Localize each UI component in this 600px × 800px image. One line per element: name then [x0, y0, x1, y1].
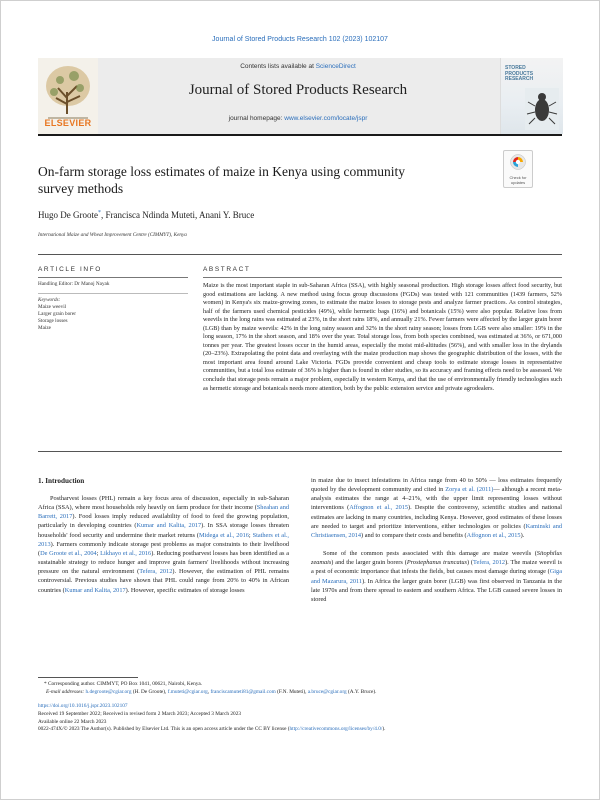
article-info-heading: ARTICLE INFO [38, 266, 102, 273]
intro-paragraph [38, 494, 289, 595]
homepage-prefix: journal homepage: [228, 115, 285, 122]
article-title-line: On-farm storage loss estimates of maize in Kenya using community [38, 164, 406, 179]
contents-prefix: Contents lists available at [240, 63, 316, 70]
paragraph-text: — although a recent meta-analysis estimates the range at 4–21%, with the upper limit representing losses without interventions ( [311, 486, 563, 512]
intro-right-column [311, 476, 562, 604]
citation-link[interactable]: Zorya et al. (2011) [445, 486, 494, 494]
citation-link[interactable]: Kumar and Kalita, 2017 [64, 586, 126, 594]
other-authors: , Francisca Ndinda Muteti, Anani Y. Bruce [101, 210, 255, 220]
cover-title-line: RESEARCH [505, 76, 534, 83]
crossmark-label-line: Check for [509, 175, 527, 180]
paragraph-text: ) ( [466, 559, 474, 567]
homepage-link[interactable]: www.elsevier.com/locate/jspr [284, 115, 368, 122]
license-text: 0022-474X/© 2023 The Author(s). Published by Elsevier Ltd. This is an open access article under the CC BY license ( [38, 726, 290, 733]
email-footnote [38, 688, 562, 696]
license-suffix: ). [382, 726, 386, 733]
abstract-bottom-rule [38, 451, 562, 452]
sciencedirect-link[interactable]: ScienceDirect [315, 63, 356, 70]
crossmark-label-line: updates [510, 179, 526, 185]
citation-link[interactable]: Tefera, 2012 [139, 568, 173, 576]
email-label: E-mail addresses: [46, 689, 85, 695]
citation-link[interactable]: Kumar and Kalita, 2017 [136, 522, 202, 530]
citation-link[interactable]: Sheahan and Barrett, 2017 [38, 504, 289, 521]
license-line [38, 726, 562, 734]
introduction-heading: 1. Introduction [38, 477, 85, 485]
abstract-rule [203, 277, 562, 278]
email-owner: (F.N. Muteti), [275, 689, 308, 695]
keywords-label: Keywords: [38, 297, 61, 303]
available-online: Available online 22 March 2023 [38, 718, 107, 725]
paragraph-text: ). In Africa the larger grain borer (LGB) was first observed in Tanzania in the late 1970s and from there spread to eastern and southern Africa. The LGB caused severe losses in stored [311, 577, 563, 603]
author-list [38, 210, 538, 220]
species-name: Prostephanus truncatus [406, 559, 467, 567]
email-link[interactable]: h.degroote@cgiar.org [85, 689, 132, 695]
journal-title: Journal of Stored Products Research [188, 82, 408, 98]
keyword: Maize weevil [38, 304, 67, 310]
corresponding-author-note: * Corresponding author. CIMMYT, PO Box 1041, 00621, Nairobi, Kenya. [44, 681, 203, 687]
check-for-updates-badge[interactable] [503, 150, 533, 188]
doi-link[interactable]: https://doi.org/10.1016/j.jspr.2023.102107 [38, 703, 128, 709]
citation-link[interactable]: Likhayo et al., 2016 [100, 549, 152, 557]
crossmark-label [504, 176, 532, 185]
citation-link[interactable]: Affognon et al., 2015 [349, 504, 409, 512]
paragraph-text: ). [520, 531, 525, 539]
license-link[interactable]: http://creativecommons.org/licenses/by/4.0/ [289, 726, 383, 733]
article-title-line: survey methods [38, 181, 124, 196]
paragraph-text: ) and the larger grain borers ( [331, 559, 407, 567]
affiliation: International Maize and Wheat Improvement Centre (CIMMYT), Kenya [38, 232, 187, 238]
citation-link[interactable]: Affognon et al., 2015 [466, 531, 521, 539]
cover-title-line: PRODUCTS [505, 70, 534, 77]
paragraph-text: ; [248, 531, 253, 539]
corresponding-footnote [38, 680, 562, 688]
cover-insect-image [525, 88, 559, 130]
header-rule [38, 134, 562, 136]
received-dates: Received 19 September 2022; Received in revised form 2 March 2023; Accepted 3 March 2023 [38, 710, 241, 717]
paragraph-text: ). Food losses imply reduced availability of food to feed the growing population, particularly in developing countries ( [38, 513, 289, 530]
paragraph-text: ). Farmers commonly indicate storage pest problems as major constraints to their livelihood ( [38, 540, 289, 557]
paragraph-text: ). In SSA storage losses threaten households' food security and undermine their market returns ( [38, 522, 289, 539]
title-rule [38, 254, 562, 255]
intro-paragraph [311, 549, 562, 604]
citation-link[interactable]: Kaminski and Christiaensen, 2014 [311, 522, 562, 539]
paragraph-text: in maize due to insect infestations in Africa range from 40 to 50% — loss estimates frequently quoted by the development community and cited in [311, 477, 562, 494]
citation-link[interactable]: Stathers et al., 2013 [38, 531, 289, 548]
paragraph-text: ; [96, 549, 101, 557]
citation-link[interactable]: De Groote et al., 2004 [40, 549, 97, 557]
homepage-line [100, 115, 496, 122]
contents-line [100, 63, 496, 70]
cover-title [505, 66, 561, 83]
journal-reference[interactable]: Journal of Stored Products Research 102 (2023) 102107 [212, 36, 388, 43]
handling-editor: Handling Editor: Dr Manoj Nayak [38, 281, 110, 287]
citation-link[interactable]: Giga and Mazarura, 2011 [311, 568, 562, 585]
paragraph-text: Some of the common pests associated with this damage are maize weevils ( [323, 550, 537, 558]
abstract-heading: ABSTRACT [203, 266, 251, 273]
keyword: Storage losses [38, 318, 68, 324]
paragraph-text: ). Reducing postharvest losses has been identified as a sustainable strategy to reduce hunger and improve grain farmers' livelihoods without increasing pressure on the natural environment ( [38, 549, 289, 576]
paragraph-text: ). However, specific estimates of storage losses [125, 586, 245, 594]
article-info-rule [38, 277, 188, 278]
species-name: Sitophilus zeamais [311, 550, 562, 567]
author-name[interactable]: Hugo De Groote [38, 210, 98, 220]
keywords-list [38, 304, 188, 332]
email-link[interactable]: f.muteti@cgiar.org [167, 689, 208, 695]
paragraph-text: ). However, the estimation of PHL remains controversial. Previous studies have shown that PHL could range from 20% to 40% in African countries ( [38, 568, 289, 594]
intro-left-column [38, 494, 289, 595]
citation-link[interactable]: Midega et al., 2016 [199, 531, 249, 539]
crossmark-icon [510, 154, 526, 170]
email-link[interactable]: a.bruce@cgiar.org [307, 689, 347, 695]
publisher-name: ELSEVIER [44, 118, 92, 128]
intro-paragraph [311, 476, 562, 540]
footnote-rule [38, 677, 138, 678]
paragraph-text: ). The maize weevil is a pest of economic importance that infests the fields, but causes most damage during storage ( [311, 559, 562, 576]
email-link[interactable]: franciscamuteti81@gmail.com [210, 689, 276, 695]
article-title [38, 163, 478, 197]
keyword: Larger grain borer [38, 311, 76, 317]
paragraph-text: ). Despite the controversy, scientific studies and national estimates are lacking in many countries, including Kenya. However, good estimates of these losses are needed to target and prioritize interventions, either technologies or policies ( [311, 504, 562, 530]
citation-link[interactable]: Tefera, 2012 [473, 559, 506, 567]
corresponding-author-mark[interactable]: * [98, 210, 101, 216]
abstract-text: Maize is the most important staple in sub-Saharan Africa (SSA), with highly seasonal production. High storage losses affect food security, but good estimations are lacking. A new method using focus group discussions (FGDs) was tested with 121 communities (1439 farmers, 52% women) in Kenya's six maize-growing zones, to estimate the maize losses to storage pests and analyze farmer practices. As control strategies, half of the farmers used chemical pesticides (49%), while hermetic bags (16%) and botanicals (15%) were also popular. Relative loss from weevils in the long rains was estimated at 23%, in the short rains 18%, and annually 21%. Fewer farmers were affected by the larger grain borer (LGB) than by maize weevils: 42% in the long rainy season and 32% in the short rainy season; losses from LGB were also smaller: 19% in the long season, 17% in the short season, and 18% over the year. Total storage loss, from both species combined, was estimated at 36%, or 671,000 tonnes per year. The greatest losses occur in the humid areas, especially the moist mid-altitudes (56%), and with smaller loss in the drylands (20–23%). Extrapolating the point data and overlaying with the maize production map shows the geographic distribution of the losses, with the most important area found around Lake Victoria. FGDs provide convenient and cheap tools to estimate storage losses in representative communities, but a total loss estimate of 36% is higher than is found in other studies, so its accuracy and framing effects need to be assessed. We conclude that storage pests remain a major problem, especially in western Kenya, and that the use of environmentally friendly technologies such as hermetic storage and botanicals needs more attention, both by the public extension service and private agrodealers. [203, 282, 562, 392]
cover-title-line: STORED [505, 65, 526, 71]
email-owner: (A.Y. Bruce). [346, 689, 377, 695]
email-owner: (H. De Groote), [131, 689, 168, 695]
paragraph-text: Postharvest losses (PHL) remain a key focus area of discussion, especially in sub-Saharan Africa (SSA), where most households rely heavily on farm produce for their income ( [38, 495, 289, 512]
email-separator: , [207, 689, 211, 695]
keyword: Maize [38, 325, 51, 331]
journal-cover-thumbnail [500, 58, 563, 134]
article-meta [38, 703, 562, 734]
keywords-rule [38, 293, 188, 294]
paragraph-text: ) and to compare their costs and benefits ( [361, 531, 467, 539]
